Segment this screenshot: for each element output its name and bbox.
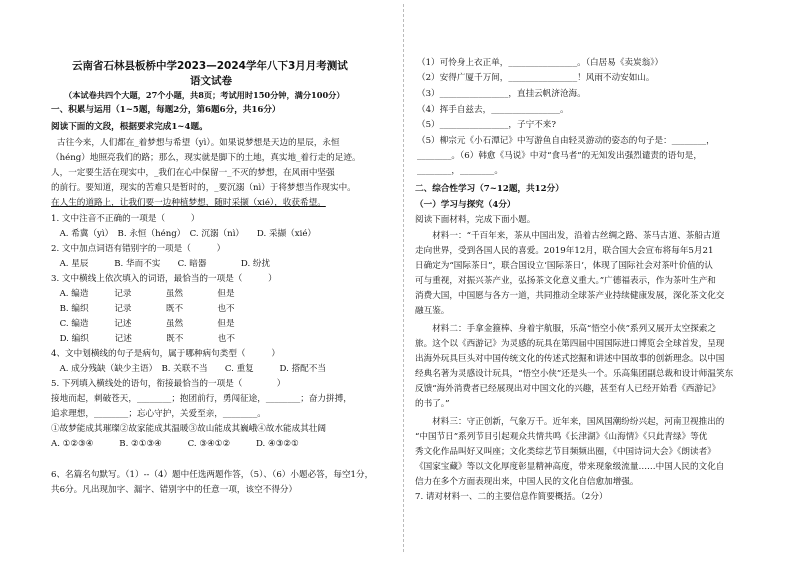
material-line: 经典名著为灵感设计玩具，“悟空小侠”还是头一个。乐高集团副总裁和设计师温笑东 — [415, 369, 734, 379]
question-1: 1. 文中注音不正确的一项是（ ） — [51, 214, 200, 224]
passage-line: 的前行。要知道，现实的苦难只是暂时的，_要沉溺（nì）于将梦想当作现实中。 — [51, 183, 356, 193]
right-column — [403, 0, 794, 561]
section-one-heading: 一、积累与运用（1~5题，每题2分，第6题6分，共16分） — [51, 105, 281, 115]
question-5-choices: ①故梦能成其璀璨②故家能成其温暖③故山能成其巍峨④故水能成其壮阔 — [51, 424, 327, 434]
question-2-options: A. 星辰 B. 华而不实 C. 暗器 D. 纷扰 — [51, 259, 271, 269]
material-line: 旅。这个以《西游记》为灵感的玩具在第四届中国国际进口博览会全球首发，呈现 — [415, 339, 725, 349]
material-line: 信力在多个方面表现出来，中国人民的文化自信愈加增强。 — [415, 477, 639, 487]
exam-subtitle: 语文试卷 — [190, 75, 232, 87]
exam-note: （本试卷共四个大题，27个小题，共8页；考试用时150分钟，满分100分） — [64, 90, 345, 100]
material-line: “中国节日”系列节目引起观众共情共鸣《长津湖》《山海情》《只此青绿》等优 — [415, 432, 708, 442]
material-line: 材料二：手拿金箍棒、身着宇航服，乐高“悟空小侠”系列又展开太空探索之 — [415, 324, 716, 334]
material-line: 融互鉴。 — [415, 306, 450, 316]
question-5-line: 接地而起，刺破苍天，________；抱团前行，勇闯征途，________；奋力拼搏， — [51, 394, 352, 404]
section-two-heading: 二、综合性学习（7~12题，共12分） — [415, 184, 564, 194]
recite-6-blanks: ________，________。 — [417, 166, 503, 176]
section-two-sub: （一）学习与探究（4分） — [415, 200, 516, 210]
question-1-options: A. 希冀（yì） B. 永恒（héng） C. 沉溺（nì） D. 采撷（xié） — [51, 229, 317, 239]
question-5: 5. 下列填入横线处的语句，衔接最恰当的一项是（ ） — [51, 379, 286, 389]
question-3-option-a: A. 编造 记录 虽然 但是 — [51, 289, 235, 299]
recite-4: （4）挥手自兹去，________________。 — [417, 105, 569, 115]
question-6-cont: 共6分。凡出现加字、漏字、错别字中的任意一项，该空不得分） — [51, 485, 298, 495]
underlined-sentence: 在人生的道路上，让我们要一边种植梦想，随时采撷（xié），收获希望。 — [51, 198, 326, 208]
passage-line: 人，一定要生活在现实中，_我们在心中保留一_不灭的梦想，在风雨中坚强 — [51, 168, 335, 178]
passage-line-underlined — [51, 197, 326, 210]
material-line: 秀文化作品叫好又叫座；文化类综艺节目频频出圈，《中国诗词大会》《朗读者》 — [415, 447, 716, 457]
question-5-line: 追求理想，________；忘心守护，关爱至亲，________。 — [51, 409, 266, 419]
question-3-option-d: D. 编织 记述 既不 也不 — [51, 334, 235, 344]
question-3-option-c: C. 编造 记述 虽然 但是 — [51, 319, 235, 329]
question-5-options: A. ①②③④ B. ②①③④ C. ③④①② D. ④③②① — [51, 439, 299, 449]
passage-line: 古往今来，人们都在_着梦想与希望（yì）。如果说梦想是天边的星辰，永恒 — [57, 138, 340, 148]
material-line: 日确定为“国际茶日”，联合国设立‘国际茶日’，体现了国际社会对茶叶价值的认 — [415, 261, 713, 271]
question-3-option-b: B. 编织 记录 既不 也不 — [51, 304, 235, 314]
question-6: 6、名篇名句默写。（1）--（4）题中任选两题作答，（5）、（6）小题必答，每空1分， — [51, 470, 374, 480]
passage-line: （héng）地照亮我们的路；那么，现实就是脚下的土地，真实地_着行走的足迹。 — [51, 153, 361, 163]
question-4: 4、文中划横线的句子是病句，属于哪种病句类型（ ） — [51, 349, 280, 359]
reading-instruction: 阅读下面的文段，根据要求完成1~4题。 — [51, 122, 208, 132]
material-line: 材料一：“千百年来，茶从中国出发，沿着古丝绸之路、茶马古道、茶船古道 — [415, 231, 721, 241]
material-line: 消费大国，中国愿与各方一道，共同推动全球茶产业持续健康发展，深化茶文化交 — [415, 291, 725, 301]
material-line: 可与重视，对振兴茶产业，弘扬茶文化意义重大。”广德福表示，作为茶叶生产和 — [415, 276, 716, 286]
question-2: 2. 文中加点词语有错别字的一项是（ ） — [51, 244, 226, 254]
question-4-options: A. 成分残缺（缺少主语） B. 关联不当 C. 重复 D. 搭配不当 — [51, 364, 326, 374]
material-line: 材料三：守正创新，气象万千。近年来，国风国潮纷纷兴起，河南卫视推出的 — [415, 417, 725, 427]
material-line: 反馈“海外消费者已经展现出对中国文化的兴趣，甚至有人已经开始看《西游记》 — [415, 384, 721, 394]
recite-3: （3）________________，直挂云帆济沧海。 — [417, 89, 586, 99]
material-line: 走向世界，受到各国人民的喜爱。2019年12月，联合国大会宣布将每年5月21 — [415, 246, 714, 256]
question-3: 3. 文中横线上依次填入的词语，最恰当的一项是（ ） — [51, 274, 277, 284]
question-7: 7. 请对材料一、二的主要信息作简要概括。（2分） — [415, 492, 608, 502]
material-line: 《国家宝藏》等以文化厚度彰显精神高度，带来现象级流量……中国人民的文化自 — [415, 462, 725, 472]
recite-2: （2）安得广厦千万间，________________！风雨不动安如山。 — [417, 73, 655, 83]
material-line: 的书了。” — [415, 399, 450, 409]
section-two-read: 阅读下面材料，完成下面小题。 — [415, 215, 536, 225]
material-line: 出海外玩具巨头对中国传统文化的传述式挖掘和讲述中国故事的创新理念。以中国 — [415, 354, 725, 364]
recite-1: （1）可怜身上衣正单，________________。（白居易《卖炭翁》） — [417, 58, 664, 68]
recite-6-cont: ________。（6）韩愈《马说》中对“食马者”的无知发出强烈谴责的语句是， — [417, 151, 702, 161]
exam-title: 云南省石林县板桥中学2023—2024学年八下3月月考测试 — [72, 60, 348, 72]
recite-6: （5）柳宗元《小石潭记》中写游鱼自由轻灵游动的姿态的句子是：________， — [417, 136, 715, 146]
recite-5: （5）________________，子宁不来? — [417, 120, 556, 130]
